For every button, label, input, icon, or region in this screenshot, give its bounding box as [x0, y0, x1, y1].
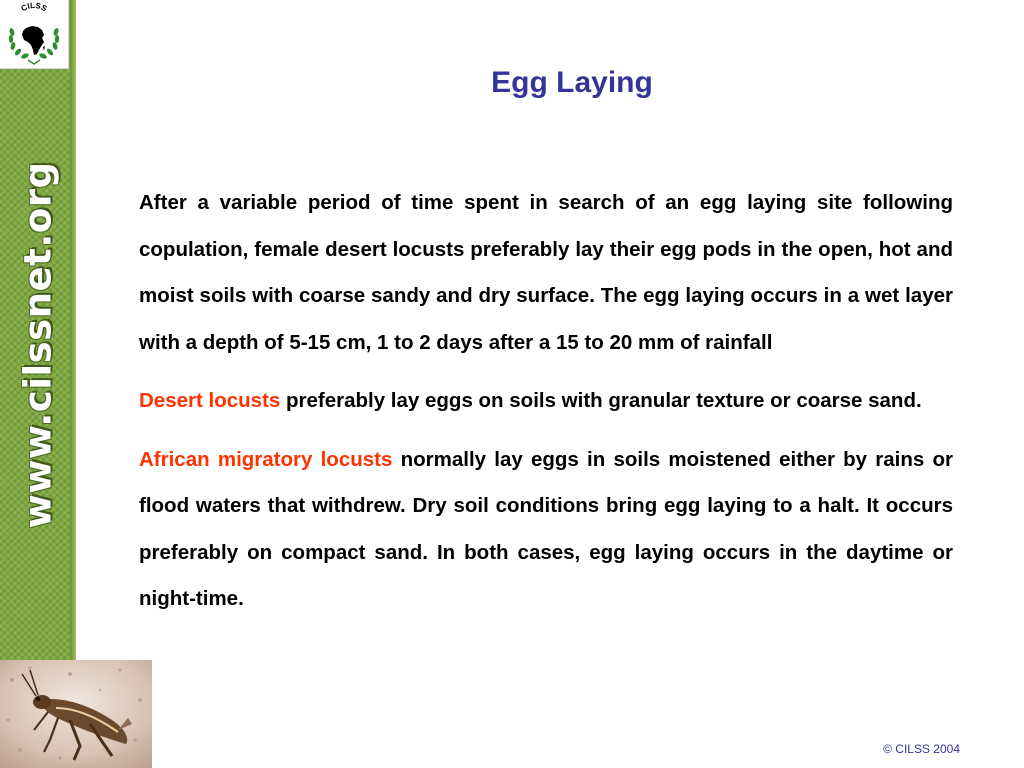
desert-locusts-highlight: Desert locusts	[139, 389, 281, 412]
paragraph-3	[139, 437, 953, 623]
locust-photo	[0, 660, 152, 768]
footer-copyright: © CILSS 2004	[883, 742, 960, 756]
paragraph-2-text: preferably lay eggs on soils with granular texture or coarse sand.	[280, 389, 922, 412]
paragraph-1-text: After a variable period of time spent in search of an egg laying site following copulation, female desert locusts preferably lay their egg pods in the open, hot and moist soils with coarse sandy and dry surface. The egg laying occurs in a wet layer with a depth of 5-15 cm, 1 to 2 days after a 15 to 20 mm of rainfall	[139, 191, 953, 354]
cilss-africa-laurel-icon	[2, 2, 66, 66]
paragraph-3-text: normally lay eggs in soils moistened either by rains or flood waters that withdrew. Dry soil conditions bring egg laying to a halt. It occurs preferably on compact sand. In both cases, egg laying occurs in the daytime or night-time.	[139, 447, 954, 610]
paragraph-2	[139, 378, 953, 425]
logo-text: CILSS	[19, 2, 49, 14]
cilss-logo	[0, 0, 69, 69]
slide-body	[139, 180, 953, 635]
paragraph-1	[139, 180, 953, 366]
sidebar-edge	[70, 0, 76, 768]
sidebar-url: www.cilssnet.org	[16, 161, 60, 529]
african-migratory-locusts-highlight: African migratory locusts	[139, 447, 393, 471]
slide-title: Egg Laying	[491, 66, 653, 99]
